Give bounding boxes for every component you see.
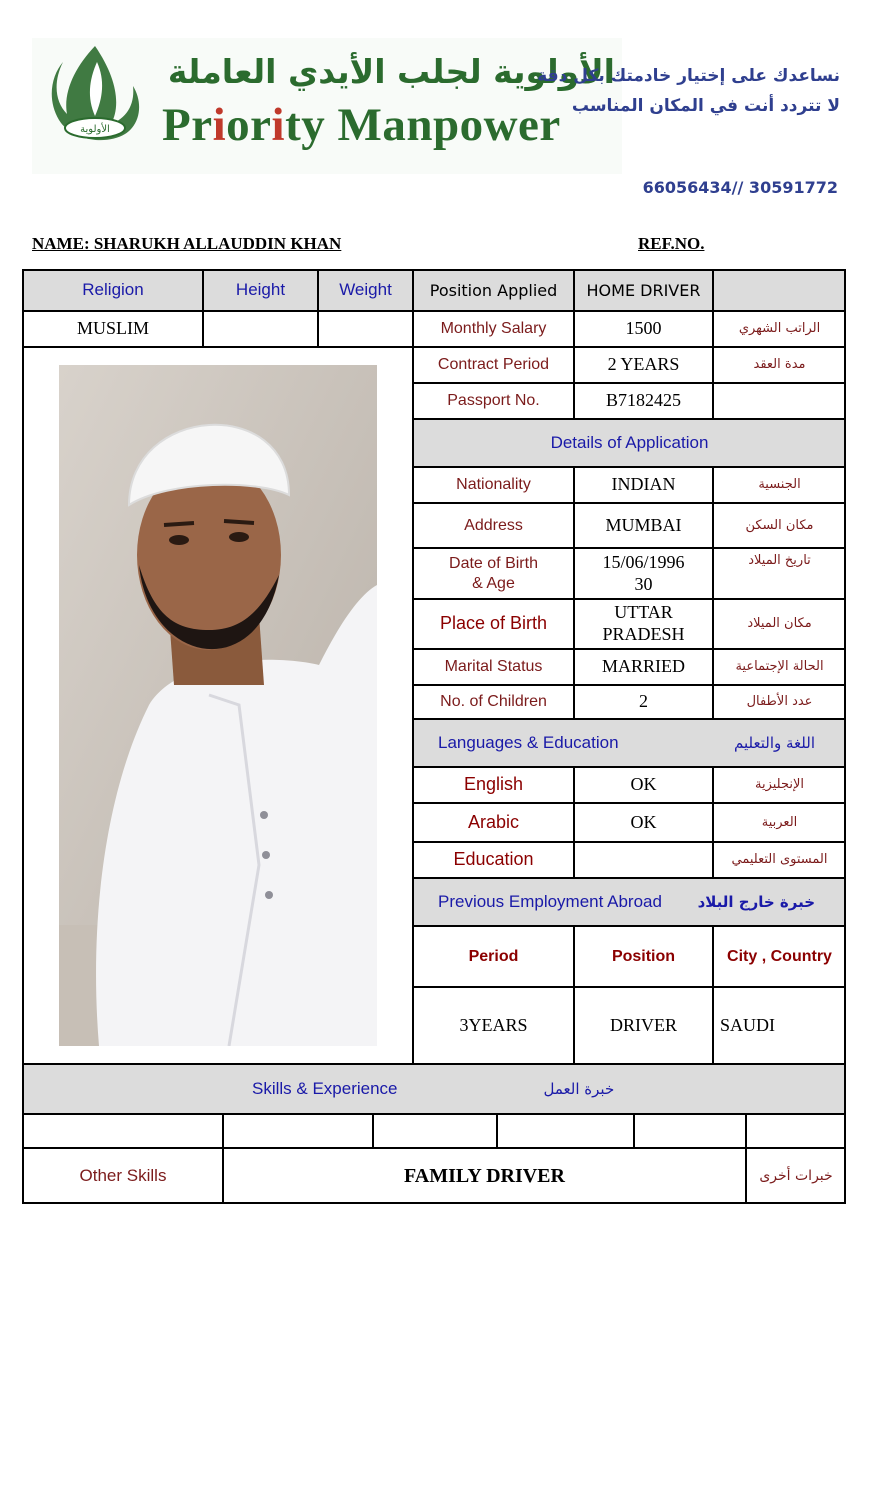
height-value — [203, 311, 318, 347]
passport-label: Passport No. — [413, 383, 574, 419]
education-label: Education — [413, 842, 574, 878]
contract-period-arabic: مدة العقد — [713, 347, 846, 383]
place-of-birth-label: Place of Birth — [413, 599, 574, 649]
dob-arabic: تاريخ الميلاد — [713, 548, 846, 599]
place-of-birth-arabic: مكان الميلاد — [713, 599, 846, 649]
employment-header-arabic: خبرة خارج البلاد — [697, 893, 815, 911]
logo-part-accent: i — [212, 99, 227, 151]
address-value: MUMBAI — [574, 503, 713, 548]
previous-employment-header — [413, 878, 846, 926]
weight-value — [318, 311, 413, 347]
address-arabic: مكان السكن — [713, 503, 846, 548]
other-skills-arabic: خبرات أخرى — [746, 1148, 846, 1204]
passport-arabic — [713, 383, 846, 419]
skill-cell — [223, 1114, 373, 1148]
religion-header: Religion — [23, 270, 203, 311]
dob-value: 15/06/1996 — [602, 551, 685, 572]
skill-cell — [746, 1114, 846, 1148]
marital-status-arabic: الحالة الإجتماعية — [713, 649, 846, 685]
arabic-value: OK — [574, 803, 713, 842]
marital-status-label: Marital Status — [413, 649, 574, 685]
logo-part: ty Manpower — [285, 99, 561, 151]
dob-label-line: Date of Birth — [449, 555, 538, 573]
contract-period-value: 2 YEARS — [574, 347, 713, 383]
tagline-line-2: لا تتردد أنت في المكان المناسب — [571, 96, 840, 116]
dob-age-label — [413, 548, 574, 599]
employment-period-header: Period — [413, 926, 574, 987]
emblem-text: الأولوية — [80, 124, 110, 135]
languages-header-text: Languages & Education — [438, 732, 619, 752]
skill-cell — [497, 1114, 634, 1148]
details-of-application-header: Details of Application — [413, 419, 846, 467]
languages-education-header — [413, 719, 846, 767]
arabic-label: Arabic — [413, 803, 574, 842]
weight-header: Weight — [318, 270, 413, 311]
monthly-salary-arabic: الراتب الشهري — [713, 311, 846, 347]
position-applied-arabic — [713, 270, 846, 311]
other-skills-label: Other Skills — [23, 1148, 223, 1204]
employment-city-country-header: City , Country — [713, 926, 846, 987]
logo-emblem-icon — [45, 42, 145, 150]
english-arabic: الإنجليزية — [713, 767, 846, 803]
education-arabic: المستوى التعليمي — [713, 842, 846, 878]
logo-part: or — [226, 99, 272, 151]
monthly-salary-label: Monthly Salary — [413, 311, 574, 347]
candidate-name: NAME: SHARUKH ALLAUDDIN KHAN — [32, 234, 342, 253]
children-arabic: عدد الأطفال — [713, 685, 846, 719]
skill-cell — [373, 1114, 497, 1148]
education-value — [574, 842, 713, 878]
age-label-line: & Age — [472, 574, 515, 592]
logo-part-accent: i — [271, 99, 286, 151]
skill-cell — [634, 1114, 746, 1148]
position-applied-label: Position Applied — [413, 270, 574, 311]
logo-part: Pr — [162, 99, 213, 151]
nationality-label: Nationality — [413, 467, 574, 503]
place-of-birth-line-1: UTTAR — [614, 602, 673, 623]
address-label: Address — [413, 503, 574, 548]
logo-english-text — [162, 98, 617, 152]
dob-age-value — [574, 548, 713, 599]
contract-period-label: Contract Period — [413, 347, 574, 383]
marital-status-value: MARRIED — [574, 649, 713, 685]
english-label: English — [413, 767, 574, 803]
age-value: 30 — [634, 573, 653, 594]
position-applied-value: HOME DRIVER — [574, 270, 713, 311]
place-of-birth-line-2: PRADESH — [602, 624, 685, 644]
employment-period-value: 3YEARS — [413, 987, 574, 1064]
nationality-arabic: الجنسية — [713, 467, 846, 503]
employment-position-header: Position — [574, 926, 713, 987]
place-of-birth-value — [574, 599, 713, 649]
employment-position-value: DRIVER — [574, 987, 713, 1064]
nationality-value: INDIAN — [574, 467, 713, 503]
employment-city-country-value: SAUDI — [713, 987, 846, 1064]
monthly-salary-value: 1500 — [574, 311, 713, 347]
children-value: 2 — [574, 685, 713, 719]
children-label: No. of Children — [413, 685, 574, 719]
height-header: Height — [203, 270, 318, 311]
person-photo-icon — [59, 365, 377, 1046]
skills-header-arabic: خبرة العمل — [543, 1080, 615, 1098]
employment-header-text: Previous Employment Abroad — [438, 891, 662, 911]
tagline-line-1: نساعدك على إختيار خادمتك بكل دقة — [537, 66, 840, 86]
english-value: OK — [574, 767, 713, 803]
passport-value: B7182425 — [574, 383, 713, 419]
logo-arabic-text: الأولوية لجلب الأيدي العاملة — [167, 52, 615, 91]
phone-number: 66056434// 30591772 — [642, 178, 838, 197]
skills-header-text: Skills & Experience — [252, 1078, 398, 1098]
reference-number-label: REF.NO. — [638, 234, 705, 253]
other-skills-value: FAMILY DRIVER — [223, 1148, 746, 1204]
languages-header-arabic: اللغة والتعليم — [734, 734, 815, 752]
skill-cell — [23, 1114, 223, 1148]
religion-value: MUSLIM — [23, 311, 203, 347]
arabic-arabic: العربية — [713, 803, 846, 842]
skills-experience-header — [23, 1064, 846, 1114]
